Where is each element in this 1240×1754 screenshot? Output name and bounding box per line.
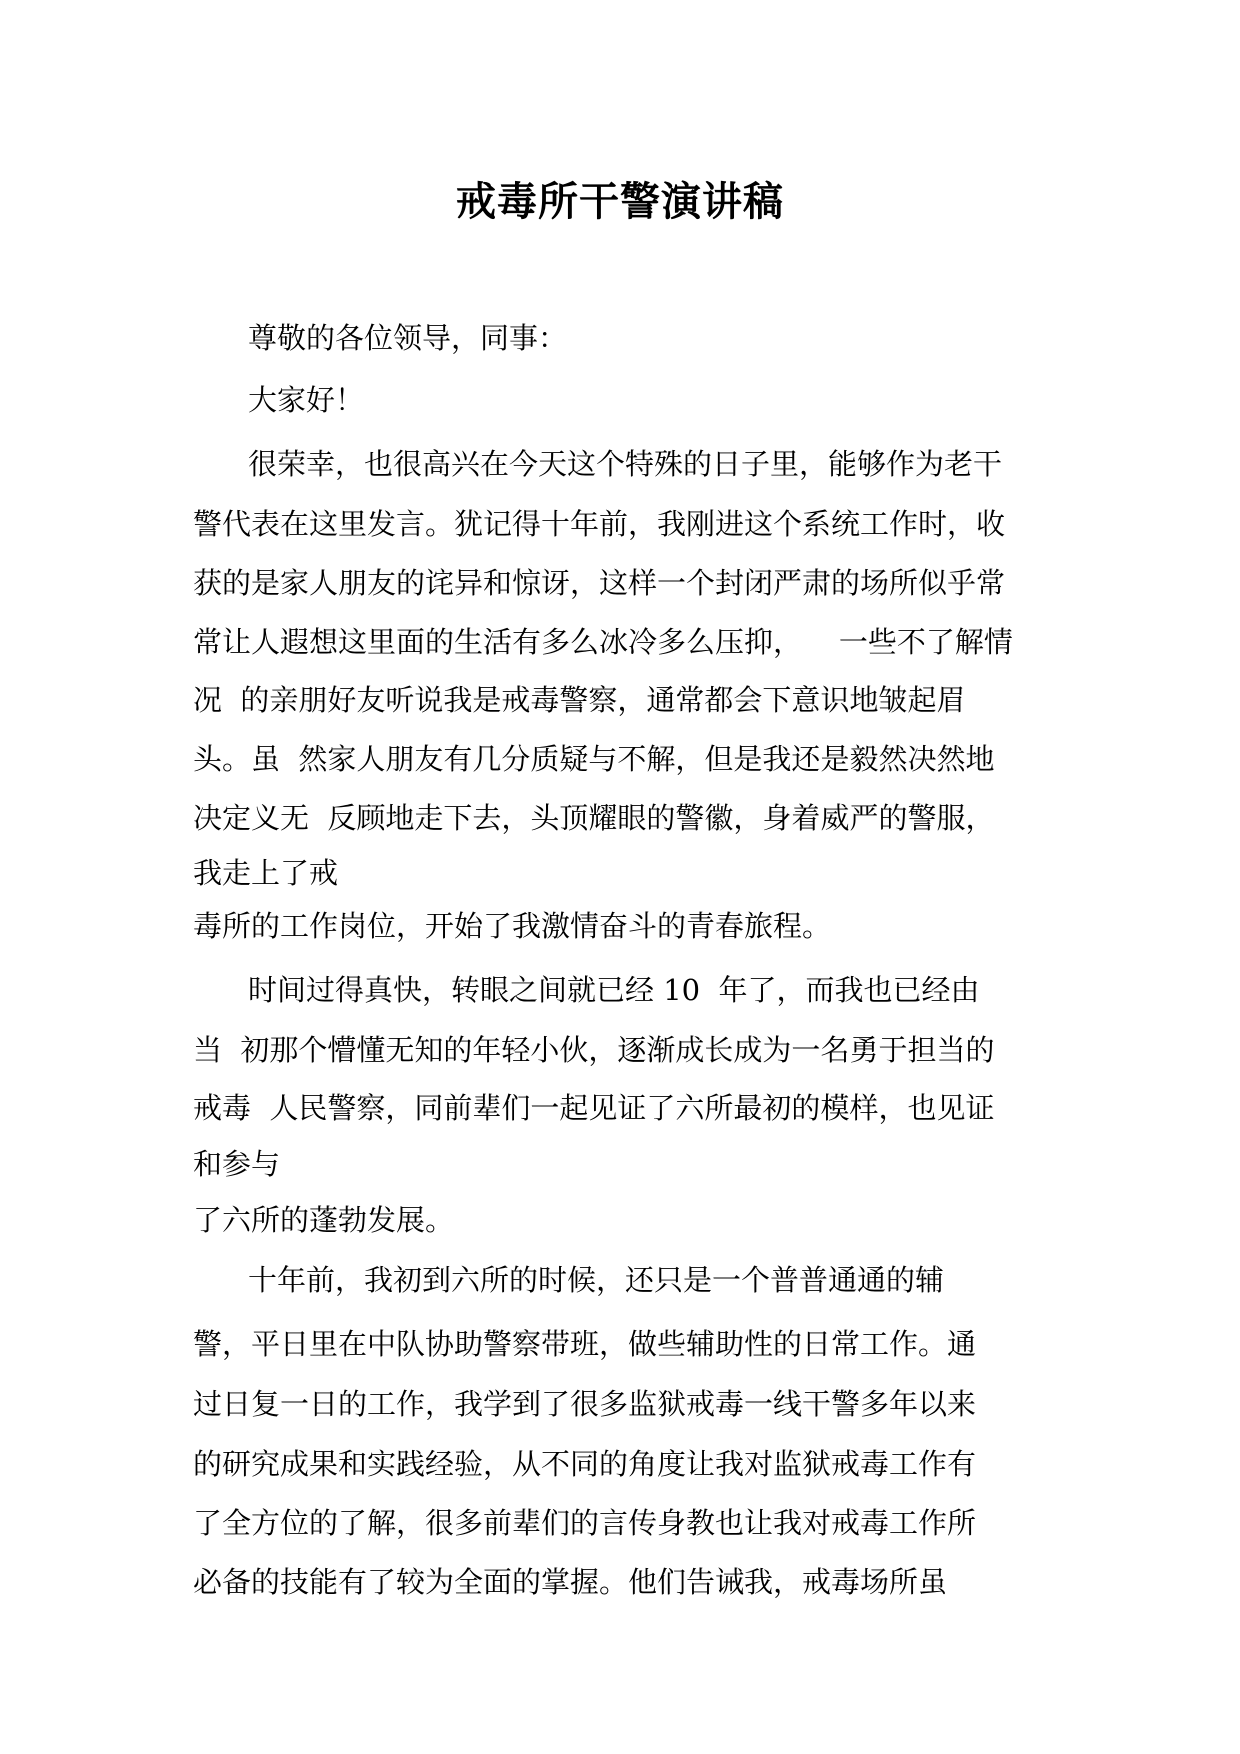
paragraph-line: 当 初那个懵懂无知的年轻小伙，逐渐成长成为一名勇于担当的 xyxy=(193,1033,995,1067)
paragraph-line: 获的是家人朋友的诧异和惊讶，这样一个封闭严肃的场所似乎常 xyxy=(193,566,1006,600)
paragraph-line: 十年前，我初到六所的时候，还只是一个普普通通的辅 xyxy=(248,1263,945,1297)
paragraph-line: 过日复一日的工作，我学到了很多监狱戒毒一线干警多年以来 xyxy=(193,1387,977,1421)
paragraph-line: 毒所的工作岗位，开始了我激情奋斗的青春旅程。 xyxy=(193,909,832,943)
paragraph-line: 我走上了戒 xyxy=(193,856,339,890)
paragraph-line: 决定义无 反顾地走下去，头顶耀眼的警徽，身着威严的警服， xyxy=(193,801,995,835)
opening-line: 大家好！ xyxy=(248,383,365,417)
paragraph-line: 戒毒 人民警察，同前辈们一起见证了六所最初的模样，也见证 xyxy=(193,1091,995,1125)
paragraph-line: 的研究成果和实践经验，从不同的角度让我对监狱戒毒工作有 xyxy=(193,1447,977,1481)
paragraph-line: 警代表在这里发言。犹记得十年前，我刚进这个系统工作时，收 xyxy=(193,507,1006,541)
paragraph-line: 了全方位的了解，很多前辈们的言传身教也让我对戒毒工作所 xyxy=(193,1506,977,1540)
paragraph-line: 常让人遐想这里面的生活有多么冰冷多么压抑， 一些不了解情 xyxy=(193,625,1013,659)
paragraph-line: 了六所的蓬勃发展。 xyxy=(193,1203,455,1237)
paragraph-line: 警，平日里在中队协助警察带班，做些辅助性的日常工作。通 xyxy=(193,1327,977,1361)
document-title: 戒毒所干警演讲稿 xyxy=(456,179,784,225)
paragraph-line: 和参与 xyxy=(193,1147,281,1181)
paragraph-line: 必备的技能有了较为全面的掌握。他们告诫我，戒毒场所虽 xyxy=(193,1565,948,1599)
paragraph-line: 很荣幸，也很高兴在今天这个特殊的日子里，能够作为老干 xyxy=(248,447,1003,481)
paragraph-line: 头。虽 然家人朋友有几分质疑与不解，但是我还是毅然决然地 xyxy=(193,742,995,776)
paragraph-line: 况 的亲朋好友听说我是戒毒警察，通常都会下意识地皱起眉 xyxy=(193,683,966,717)
greeting-line: 尊敬的各位领导，同事： xyxy=(248,321,568,355)
paragraph-line: 时间过得真快，转眼之间就已经 10 年了，而我也已经由 xyxy=(248,973,980,1007)
